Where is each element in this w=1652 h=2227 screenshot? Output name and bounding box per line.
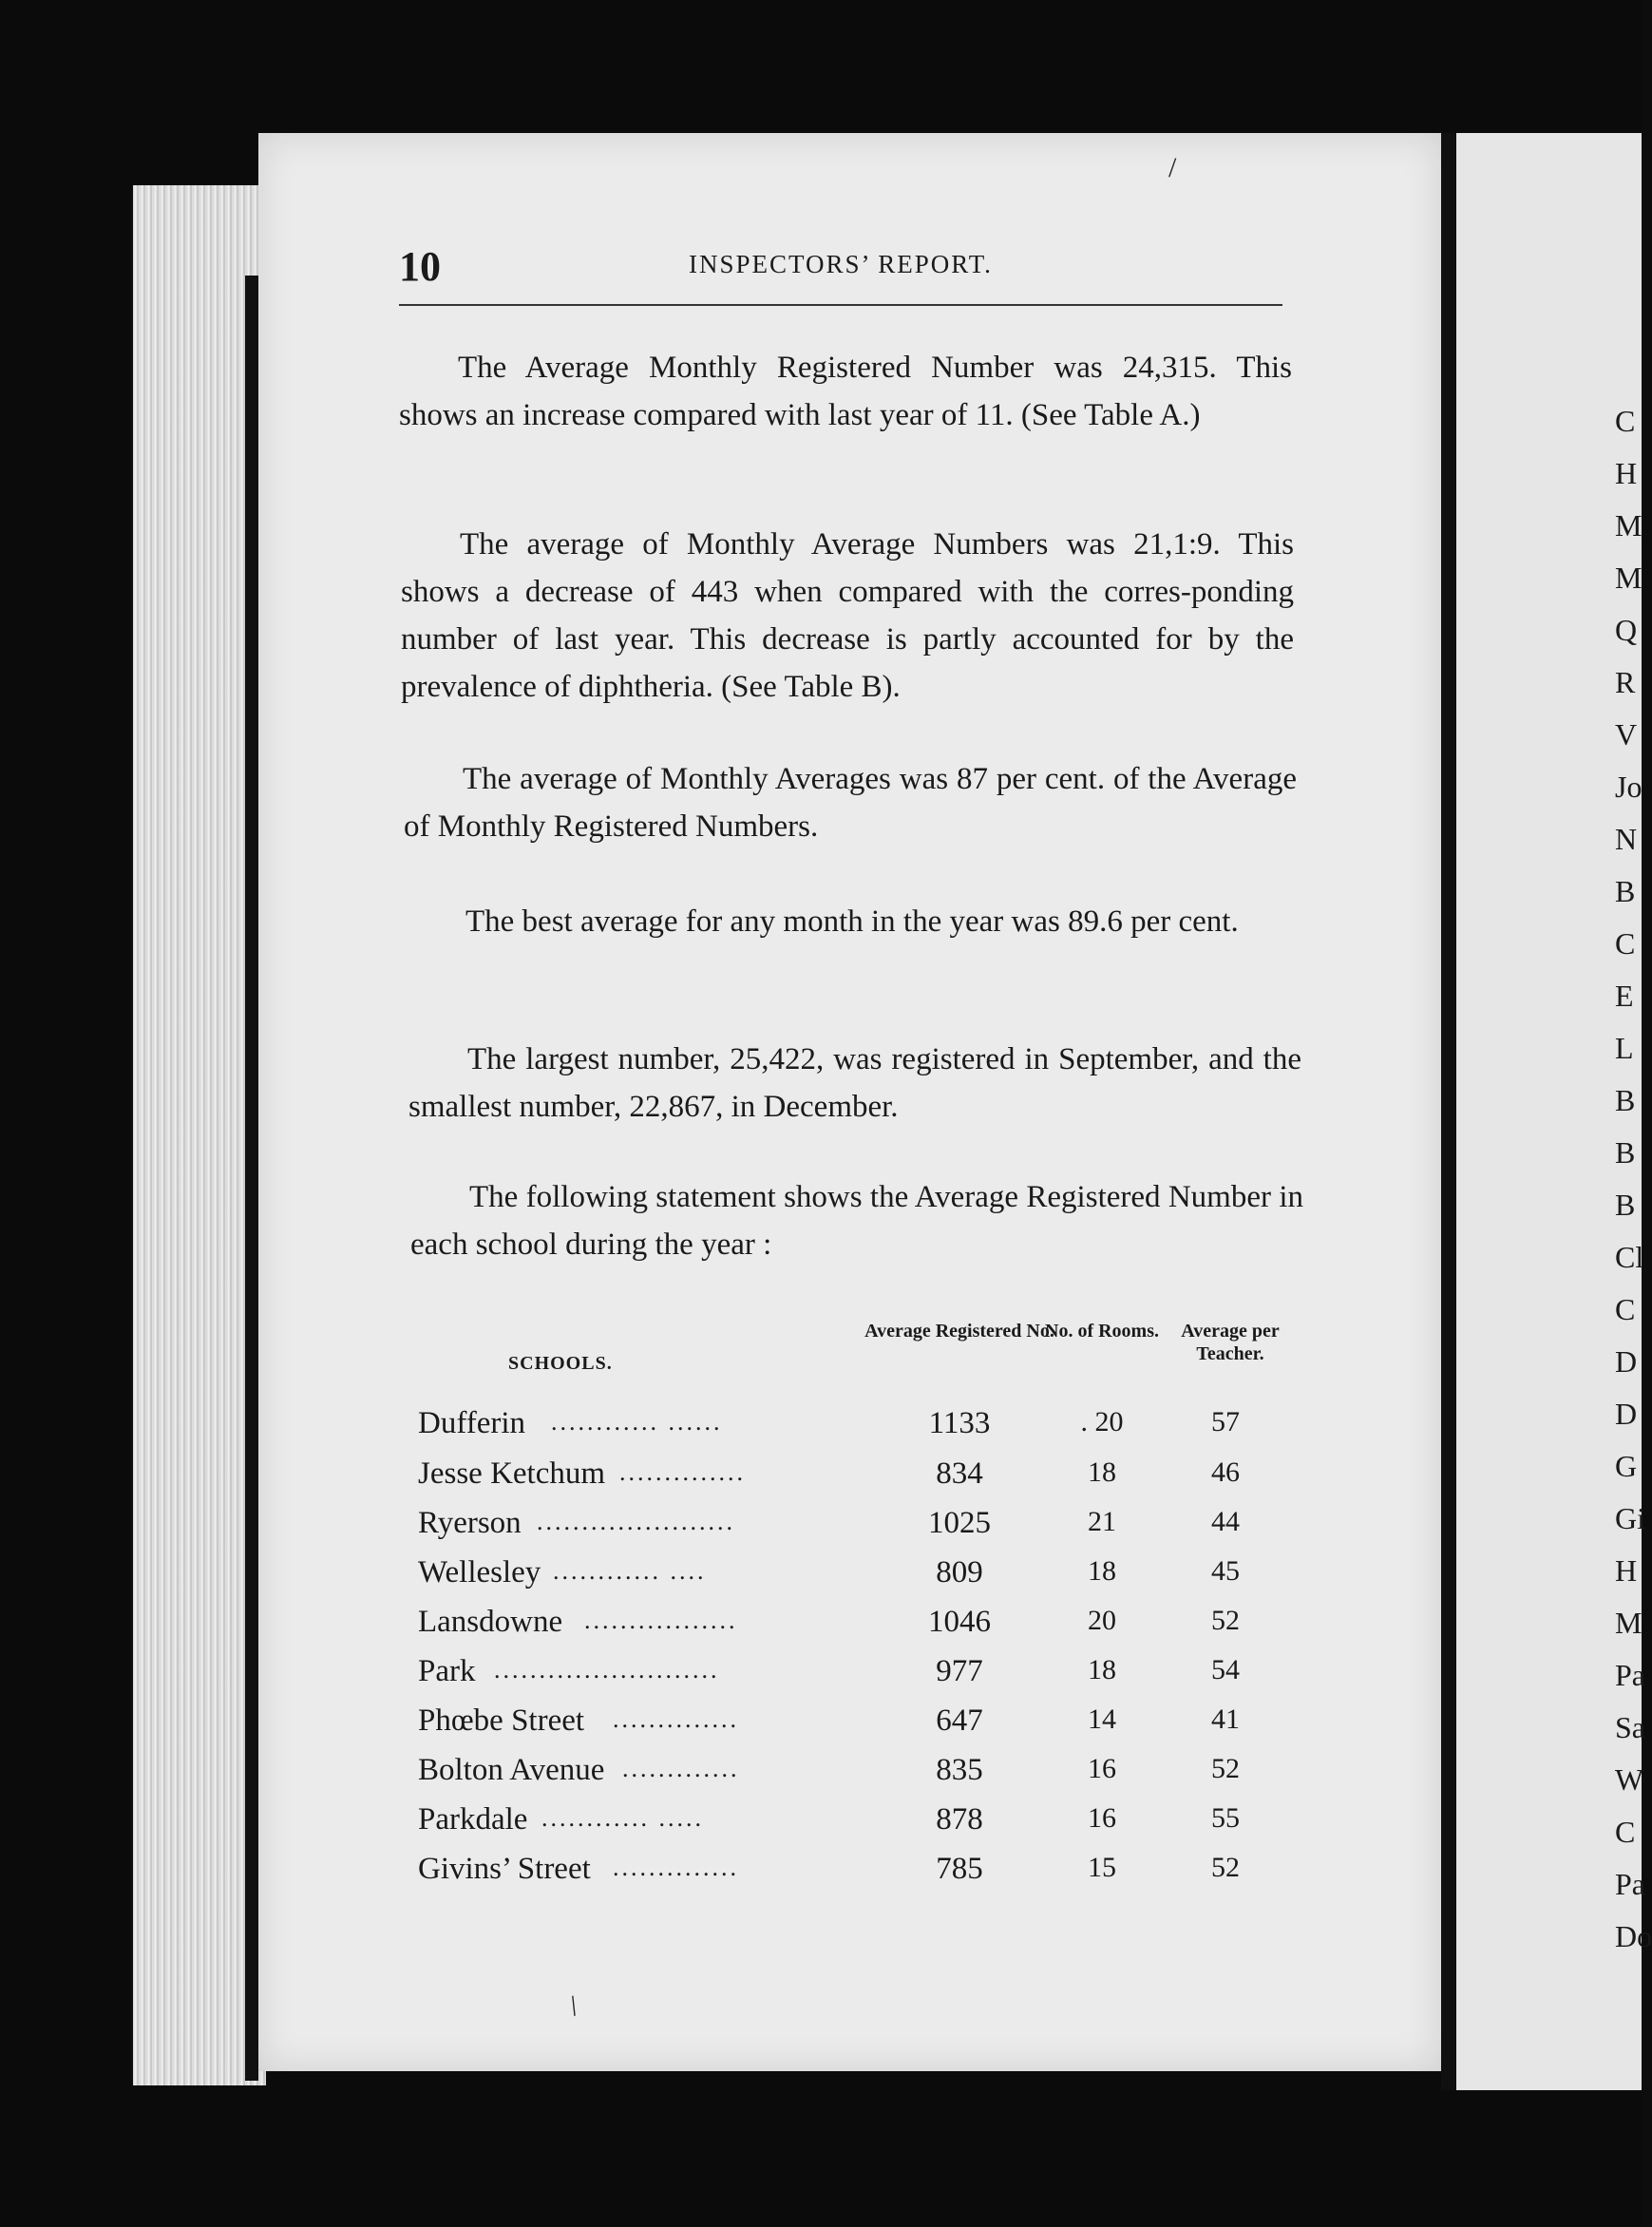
paragraph-registered-number: The Average Monthly Registered Number was 24,315. This shows an increase compared with last year of 11. (See Table A.) [399,351,1292,432]
paragraph-monthly-averages: The average of Monthly Averages was 87 per cent. of the Average of Monthly Registered Numbers. [404,762,1297,844]
table-row [408,1555,1320,1603]
table-row [408,1456,1320,1504]
rooms-value: 16 [1088,1802,1116,1834]
per-teacher-value: 55 [1211,1802,1240,1834]
right-page-letter: W [1615,1762,1644,1797]
registered-value: 809 [936,1555,983,1589]
school-name: Lansdowne [418,1605,563,1639]
registered-value: 977 [936,1654,983,1688]
right-page-letter: Q [1615,613,1638,647]
right-page-letter: B [1615,874,1636,908]
rooms-value: 18 [1088,1654,1116,1685]
registered-value: 1025 [928,1506,991,1540]
school-name: Dufferin [418,1406,526,1440]
right-page-letter: E [1615,979,1634,1013]
table-row [408,1802,1320,1850]
right-page-letter: N [1615,822,1638,856]
right-page-letter: C [1615,404,1636,438]
right-page-letter: M [1615,561,1643,595]
school-name: Givins’ Street [418,1852,591,1886]
right-page-letter: D [1615,1397,1638,1431]
right-page-letter: D [1615,1344,1638,1379]
right-page-letter: H [1615,456,1638,490]
table-row [408,1654,1320,1702]
registered-value: 878 [936,1802,983,1837]
rooms-value: . 20 [1080,1406,1124,1437]
rooms-value: 14 [1088,1704,1116,1735]
schools-table [408,1316,1320,1905]
page-number: 10 [399,243,441,290]
header-registered: Average Registered No. [864,1321,1054,1342]
table-row [408,1704,1320,1751]
header-rule [399,304,1282,306]
school-name: Ryerson [418,1506,522,1540]
header-rooms: No. of Rooms. [1045,1321,1159,1342]
school-name: Phœbe Street [418,1704,585,1738]
registered-value: 835 [936,1753,983,1787]
right-page [1456,133,1642,2090]
right-page-letter: Pa [1615,1658,1645,1692]
right-page-letter: Gi [1615,1501,1645,1535]
pencil-mark-top: / [1168,152,1177,183]
per-teacher-value: 52 [1211,1753,1240,1784]
paragraph-best-average: The best average for any month in the year was 89.6 per cent. [465,904,1239,939]
leader-dots: ...................... [537,1508,735,1535]
binding-shadow [245,276,258,2081]
rooms-value: 20 [1088,1605,1116,1636]
leader-dots: ............ ...... [551,1408,723,1436]
paragraph-average-numbers: The average of Monthly Average Numbers was 21,1:9. This shows a decrease of 443 when compared with the corres-ponding number of last year. This decrease is partly accounted for by the prevalence of diphtheria. (See Table B). [401,527,1294,704]
school-name: Jesse Ketchum [418,1456,606,1491]
per-teacher-value: 41 [1211,1704,1240,1735]
registered-value: 647 [936,1704,983,1738]
rooms-value: 21 [1088,1506,1116,1537]
right-page-letter: L [1615,1031,1634,1065]
leader-dots: .............. [619,1458,746,1486]
leader-dots: ............. [622,1755,740,1782]
school-name: Wellesley [418,1555,541,1589]
school-name: Bolton Avenue [418,1753,605,1787]
header-per-teacher: Average per Teacher. [1181,1321,1280,1364]
page-header [399,242,1282,309]
right-page-letter: Cl [1615,1240,1644,1274]
right-page-letter: Sa [1615,1710,1645,1744]
right-page-letter: G [1615,1449,1638,1483]
per-teacher-value: 46 [1211,1456,1240,1488]
right-page-letter: R [1615,665,1636,699]
school-name: Park [418,1654,476,1688]
registered-value: 1046 [928,1605,991,1639]
right-page-letter: B [1615,1188,1636,1222]
right-page-letter: Pa [1615,1867,1645,1901]
table-row [408,1852,1320,1899]
right-page-letter: C [1615,926,1636,961]
rooms-value: 15 [1088,1852,1116,1883]
right-page-letter: B [1615,1083,1636,1117]
table-row [408,1506,1320,1553]
leader-dots: ................. [584,1607,738,1634]
leader-dots: ......................... [494,1656,720,1684]
registered-value: 834 [936,1456,983,1491]
table-row [408,1605,1320,1652]
rooms-value: 18 [1088,1456,1116,1488]
leader-dots: ............ ..... [541,1804,704,1832]
paragraph-statement-intro: The following statement shows the Average Registered Number in each school during the year : [410,1180,1303,1262]
paragraph-largest-smallest: The largest number, 25,422, was registered in September, and the smallest number, 22,867, in December. [408,1042,1301,1124]
table-row [408,1753,1320,1800]
right-page-letter: C [1615,1815,1636,1849]
right-page-letter: C [1615,1292,1636,1326]
right-page-letter: V [1615,717,1638,752]
rooms-value: 16 [1088,1753,1116,1784]
per-teacher-value: 57 [1211,1406,1240,1437]
leader-dots: .............. [613,1705,739,1733]
per-teacher-value: 52 [1211,1852,1240,1883]
per-teacher-value: 44 [1211,1506,1240,1537]
right-page-letter: Jo [1615,770,1643,804]
right-page-letter: M [1615,508,1643,542]
per-teacher-value: 52 [1211,1605,1240,1636]
right-page-letter: H [1615,1553,1638,1588]
right-page-letter: M [1615,1606,1643,1640]
pencil-mark: / [563,1989,584,2023]
right-page-letter: Do [1615,1919,1652,1953]
book-gutter [1441,133,1456,2090]
registered-value: 1133 [928,1406,991,1440]
right-page-letter: B [1615,1135,1636,1170]
table-row [408,1406,1320,1454]
per-teacher-value: 54 [1211,1654,1240,1685]
per-teacher-value: 45 [1211,1555,1240,1587]
leader-dots: ............ .... [553,1557,707,1585]
leader-dots: .............. [613,1854,739,1881]
header-schools: SCHOOLS. [508,1353,613,1374]
running-head: INSPECTORS’ REPORT. [689,250,993,278]
rooms-value: 18 [1088,1555,1116,1587]
school-name: Parkdale [418,1802,528,1837]
registered-value: 785 [936,1852,983,1886]
